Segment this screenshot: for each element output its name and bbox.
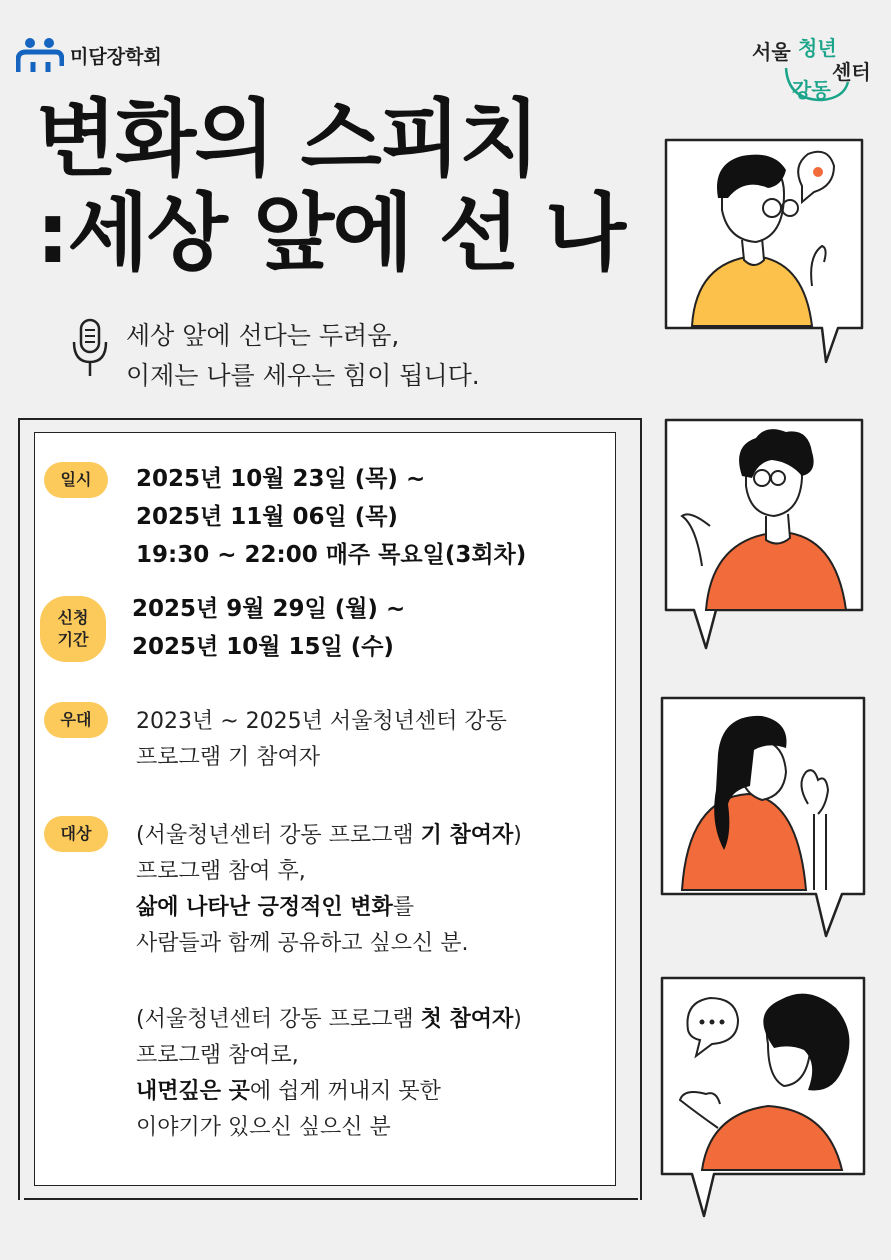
page-title (36, 92, 624, 280)
org-logo-icon (16, 36, 64, 74)
target-line (136, 1074, 522, 1110)
target-text: ) (513, 1007, 522, 1032)
illustration-panel-1 (662, 136, 868, 368)
target-text: (서울청년센터 강동 프로그램 (136, 1007, 421, 1032)
schedule-line: 19:30 ~ 22:00 매주 목요일(3회차) (136, 542, 527, 568)
schedule-value (136, 460, 526, 574)
center-logo-arc (782, 48, 852, 104)
schedule-label: 일시 (44, 462, 108, 498)
preference-line: 2023년 ~ 2025년 서울청년센터 강동 (136, 709, 507, 734)
info-frame-bottom (24, 1198, 638, 1200)
title-line-1: 변화의 스피치 (36, 90, 539, 188)
schedule-line: 2025년 10월 23일 (목) ~ (136, 466, 426, 492)
microphone-icon (70, 318, 110, 382)
illustration-panel-2 (662, 416, 868, 654)
application-line: 2025년 10월 15일 (수) (132, 634, 394, 660)
center-logo-text-4: 강동 (792, 78, 831, 102)
illustration-panel-4 (658, 974, 870, 1220)
tagline-line-1: 세상 앞에 선다는 두려움, (126, 321, 400, 350)
center-logo-text-1: 서울 (752, 40, 791, 64)
preference-value (136, 704, 507, 776)
target-line (136, 818, 522, 854)
center-logo-text-2: 청년 (798, 36, 837, 60)
application-label (40, 596, 106, 662)
target-line: 프로그램 참여 후, (136, 859, 306, 884)
target-text-bold: 삶에 나타난 긍정적인 변화 (136, 895, 393, 920)
target-line: 이야기가 있으신 싶으신 분 (136, 1115, 391, 1140)
target-text: (서울청년센터 강동 프로그램 (136, 823, 421, 848)
target-text-bold: 내면깊은 곳 (136, 1079, 250, 1104)
center-logo-text-3: 센터 (832, 60, 871, 84)
preference-line: 프로그램 기 참여자 (136, 745, 321, 770)
schedule-line: 2025년 11월 06일 (목) (136, 504, 398, 530)
target-value (136, 818, 522, 1146)
center-logo (752, 30, 880, 104)
org-name: 미담장학회 (70, 45, 162, 68)
info-frame-top (18, 418, 640, 420)
application-label-line: 기간 (57, 630, 89, 649)
target-text: ) (513, 823, 522, 848)
target-line (136, 890, 522, 926)
target-line (136, 1002, 522, 1038)
title-line-2: :세상 앞에 선 나 (36, 184, 625, 282)
preference-label: 우대 (44, 702, 108, 738)
tagline-line-2: 이제는 나를 세우는 힘이 됩니다. (126, 361, 480, 390)
application-line: 2025년 9월 29일 (월) ~ (132, 596, 406, 622)
target-text: 를 (392, 895, 415, 920)
target-line: 사람들과 함께 공유하고 싶으신 분. (136, 931, 469, 956)
illustration-panel-3 (658, 694, 870, 940)
org-logo (16, 36, 162, 74)
application-label-line: 신청 (57, 608, 89, 627)
tagline (126, 316, 480, 396)
target-text-bold: 첫 참여자 (420, 1007, 514, 1032)
target-line: 프로그램 참여로, (136, 1043, 299, 1068)
application-value (132, 590, 405, 666)
target-text: 에 쉽게 꺼내지 못한 (249, 1079, 441, 1104)
target-text-bold: 기 참여자 (420, 823, 514, 848)
target-label: 대상 (44, 816, 108, 852)
